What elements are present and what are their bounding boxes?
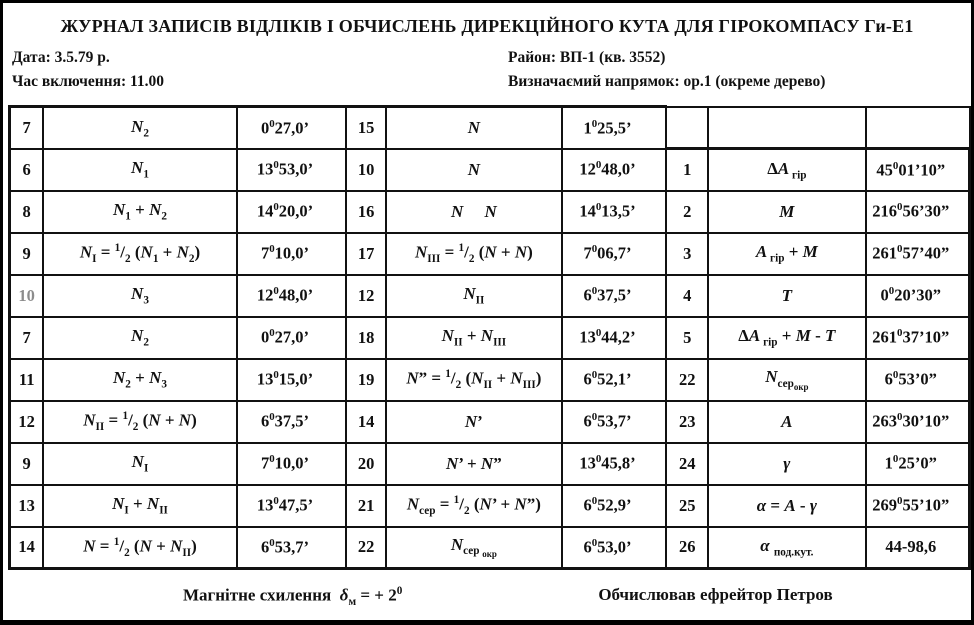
value-cell: $6^053’0$”: [866, 359, 970, 401]
value-cell: $6^052,1$’: [562, 359, 667, 401]
formula-cell: $N_I + N_{II}$: [43, 485, 236, 527]
row-number-cell: 9: [10, 443, 44, 485]
value-cell: $7^010,0$’: [237, 443, 347, 485]
value-cell: $6^037,5$’: [237, 401, 347, 443]
formula-cell: $N_2$: [43, 317, 236, 359]
table-row: [10, 191, 970, 233]
formula-cell: $N_1$: [43, 149, 236, 191]
value-cell: $7^010,0$’: [237, 233, 347, 275]
empty-cell: [708, 107, 865, 149]
formula-cell: $N_2$: [43, 107, 236, 149]
formula-cell: $N_3$: [43, 275, 236, 317]
formula-cell: $N = ^1/_2$ $(N + N_{II})$: [43, 527, 236, 569]
row-number-cell: 19: [346, 359, 386, 401]
value-cell: $14^013,5$’: [562, 191, 667, 233]
formula-cell: N” = $^1/_2$ $(N_{II} + N_{III})$: [386, 359, 562, 401]
formula-cell: $N_{III} = ^1/_2$ (N + N): [386, 233, 562, 275]
value-cell: $0^027,0$’: [237, 317, 347, 359]
table-row: [10, 485, 970, 527]
formula-cell: A: [708, 401, 865, 443]
formula-cell: $N_{II} + N_{III}$: [386, 317, 562, 359]
value-cell: $12^048,0$’: [237, 275, 347, 317]
row-number-cell: 17: [346, 233, 386, 275]
formula-cell: N’: [386, 401, 562, 443]
row-number-cell: 5: [666, 317, 708, 359]
row-number-cell: 23: [666, 401, 708, 443]
header-info-left: [12, 46, 508, 94]
formula-cell: $N_I = ^1/_2$ $(N_1 + N_2)$: [43, 233, 236, 275]
value-cell: $13^047,5$’: [237, 485, 347, 527]
formula-cell: $N_{II} = ^1/_2$ (N + N): [43, 401, 236, 443]
row-number-cell: 22: [346, 527, 386, 569]
value-cell: $6^052,9$’: [562, 485, 667, 527]
formula-cell: $N_2 + N_3$: [43, 359, 236, 401]
formula-cell: $N_{сер _{окр}}$: [386, 527, 562, 569]
formula-cell: γ: [708, 443, 865, 485]
table-row: [10, 401, 970, 443]
row-number-cell: 21: [346, 485, 386, 527]
value-cell: $13^053,0$’: [237, 149, 347, 191]
formula-cell: N: [386, 107, 562, 149]
value-cell: $1^025,5$’: [562, 107, 667, 149]
row-number-cell: 10: [346, 149, 386, 191]
row-number-cell: 3: [666, 233, 708, 275]
value-cell: $6^037,5$’: [562, 275, 667, 317]
row-number-cell: 6: [10, 149, 44, 191]
table-row: [10, 359, 970, 401]
row-number-cell: 2: [666, 191, 708, 233]
formula-cell: $N_{II}$: [386, 275, 562, 317]
value-cell: $6^053,7$’: [237, 527, 347, 569]
table-row: [10, 527, 970, 569]
value-cell: $261^057’40$”: [866, 233, 970, 275]
row-number-cell: 14: [10, 527, 44, 569]
row-number-cell: 24: [666, 443, 708, 485]
row-number-cell: 22: [666, 359, 708, 401]
header-info: [12, 46, 961, 94]
formula-cell: A $_{гір}$ + M: [708, 233, 865, 275]
readings-table: [8, 105, 971, 570]
empty-cell: [866, 107, 970, 149]
value-cell: 44-98,6: [866, 527, 970, 569]
row-number-cell: 7: [10, 107, 44, 149]
row-number-cell: 13: [10, 485, 44, 527]
header-info-right: [508, 46, 825, 94]
page-title: ЖУРНАЛ ЗАПИСІВ ВІДЛІКІВ І ОБЧИСЛЕНЬ ДИРЕКЦІЙНОГО КУТА ДЛЯ ГІРОКОМПАСУ Ги-Е1: [60, 16, 914, 36]
table-row: [10, 443, 970, 485]
formula-cell: ΔA $_{гір}$ + M - T: [708, 317, 865, 359]
table-row: [10, 275, 970, 317]
row-number-cell: 20: [346, 443, 386, 485]
row-number-cell: 1: [666, 149, 708, 191]
value-cell: $1^025’0$”: [866, 443, 970, 485]
value-cell: $0^027,0$’: [237, 107, 347, 149]
value-cell: $6^053,7$’: [562, 401, 667, 443]
row-number-cell: 26: [666, 527, 708, 569]
row-number-cell: 10: [10, 275, 44, 317]
date-label: Дата: 3.5.79 р.: [12, 49, 110, 66]
formula-cell: N N: [386, 191, 562, 233]
empty-cell: [666, 107, 708, 149]
table-row: [10, 233, 970, 275]
formula-cell: α = A - γ: [708, 485, 865, 527]
value-cell: $13^045,8$’: [562, 443, 667, 485]
magnetic-declination-label: Магнітне схилення $\delta_м$ = + $2^0$: [183, 585, 403, 609]
row-number-cell: 9: [10, 233, 44, 275]
formula-cell: α $_{под.кут.}$: [708, 527, 865, 569]
formula-cell: ΔA $_{гір}$: [708, 149, 865, 191]
region-label: Район: ВП-1 (кв. 3552): [508, 49, 666, 66]
row-number-cell: 14: [346, 401, 386, 443]
value-cell: $216^056’30$”: [866, 191, 970, 233]
row-number-cell: 15: [346, 107, 386, 149]
formula-cell: T: [708, 275, 865, 317]
formula-cell: $N_{сер} = ^1/_2$ (N’ + N”): [386, 485, 562, 527]
value-cell: $263^030’10$”: [866, 401, 970, 443]
page-footer: [3, 585, 971, 608]
table-row: [10, 107, 970, 149]
value-cell: $13^044,2$’: [562, 317, 667, 359]
row-number-cell: 16: [346, 191, 386, 233]
value-cell: $13^015,0$’: [237, 359, 347, 401]
row-number-cell: 8: [10, 191, 44, 233]
table-row: [10, 317, 970, 359]
value-cell: $7^006,7$’: [562, 233, 667, 275]
value-cell: $0^020’30$”: [866, 275, 970, 317]
formula-cell: $N_I$: [43, 443, 236, 485]
formula-cell: $N_1 + N_2$: [43, 191, 236, 233]
row-number-cell: 4: [666, 275, 708, 317]
row-number-cell: 18: [346, 317, 386, 359]
row-number-cell: 11: [10, 359, 44, 401]
value-cell: $45^001’10$”: [866, 149, 970, 191]
formula-cell: M: [708, 191, 865, 233]
formula-cell: N’ + N”: [386, 443, 562, 485]
computed-by-label: Обчислював ефрейтор Петров: [598, 585, 833, 604]
row-number-cell: 12: [10, 401, 44, 443]
value-cell: $269^055’10$”: [866, 485, 970, 527]
value-cell: $12^048,0$’: [562, 149, 667, 191]
formula-cell: $N_{сер_{окр}}$: [708, 359, 865, 401]
value-cell: $261^037’10$”: [866, 317, 970, 359]
formula-cell: N: [386, 149, 562, 191]
value-cell: $14^020,0$’: [237, 191, 347, 233]
power-on-time-label: Час включення: 11.00: [12, 73, 165, 90]
target-direction-label: Визначаємий напрямок: ор.1 (окреме дерево): [508, 73, 826, 90]
row-number-cell: 12: [346, 275, 386, 317]
value-cell: $6^053,0$’: [562, 527, 667, 569]
table-row: [10, 149, 970, 191]
row-number-cell: 7: [10, 317, 44, 359]
row-number-cell: 25: [666, 485, 708, 527]
